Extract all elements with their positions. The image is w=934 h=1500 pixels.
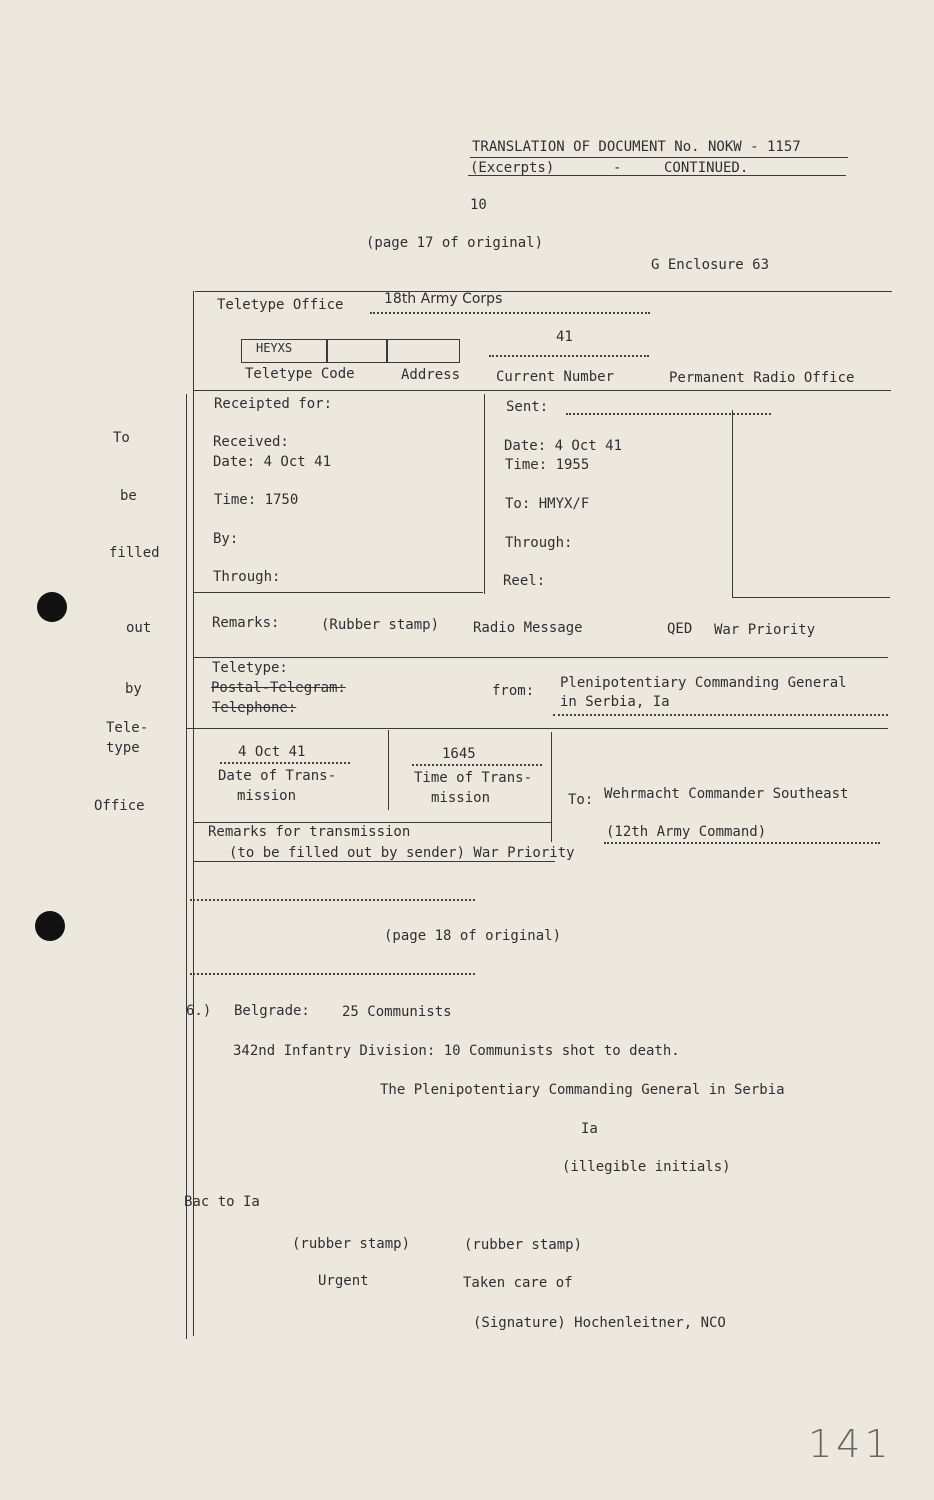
document-title: TRANSLATION OF DOCUMENT No. NOKW - 1157 <box>472 139 801 155</box>
column-current-number: Current Number <box>496 369 615 385</box>
received-label: Received: <box>213 434 289 450</box>
side-label-tele: Tele- <box>106 720 149 736</box>
rubber-stamp-1: (rubber stamp) <box>292 1236 411 1252</box>
punch-hole-bottom <box>35 911 65 941</box>
telephone-label: Telephone: <box>212 700 297 716</box>
sent-bottom-line <box>732 597 890 598</box>
middle-divider <box>484 394 485 594</box>
folio-number: 141 <box>808 1422 893 1466</box>
side-label-be: be <box>120 488 137 504</box>
received-by: By: <box>213 531 239 547</box>
page-reference-18: (page 18 of original) <box>384 928 562 944</box>
transmission-date-label-1: Date of Trans- <box>218 768 337 784</box>
sent-time: Time: 1955 <box>505 457 590 473</box>
signature-line-3: (illegible initials) <box>562 1159 731 1175</box>
sent-to: To: HMYX/F <box>505 496 590 512</box>
remarks-war-priority: War Priority <box>714 622 816 638</box>
excerpts-label: (Excerpts) <box>470 160 555 176</box>
teletype-office-dots <box>370 312 650 314</box>
side-label-type: type <box>106 740 140 756</box>
rubber-stamp-2: (rubber stamp) <box>464 1237 583 1253</box>
current-number-value: 41 <box>556 329 573 345</box>
form-top-border <box>195 291 892 292</box>
page-reference: (page 17 of original) <box>366 235 544 251</box>
header-dash: - <box>613 160 622 176</box>
taken-care-label: Taken care of <box>463 1275 573 1291</box>
from-value-2: in Serbia, Ia <box>560 694 670 710</box>
separator-dots-2 <box>190 973 475 975</box>
form-left-border <box>193 291 194 1336</box>
divider-1 <box>193 390 891 391</box>
page-number: 10 <box>470 197 487 213</box>
transmission-date-value: 4 Oct 41 <box>238 744 306 760</box>
transmission-time-dots <box>412 764 542 766</box>
signature-line-2: Ia <box>581 1121 598 1137</box>
remarks-qed: QED <box>667 621 693 637</box>
item-number: 6.) <box>186 1003 212 1019</box>
receipted-bottom-line <box>193 592 483 593</box>
sent-dots <box>566 413 771 415</box>
address-box-2 <box>386 339 460 363</box>
to-label: To: <box>568 792 594 808</box>
from-value-1: Plenipotentiary Commanding General <box>560 675 847 691</box>
teletype-office-label: Teletype Office <box>217 297 344 313</box>
to-value-1: Wehrmacht Commander Southeast <box>604 786 849 802</box>
current-number-dots <box>489 355 649 357</box>
title-underline-2 <box>468 175 846 176</box>
remarks-transmission-1: Remarks for transmission <box>208 824 411 840</box>
urgent-label: Urgent <box>318 1273 369 1289</box>
enclosure-label: G Enclosure 63 <box>651 257 770 273</box>
to-dots <box>604 842 880 844</box>
remarks-rubber-stamp: (Rubber stamp) <box>321 617 440 633</box>
remarks-radio-message: Radio Message <box>473 620 583 636</box>
date-time-divider <box>388 730 389 810</box>
remarks-label: Remarks: <box>212 615 280 631</box>
transmission-date-label-2: mission <box>237 788 297 804</box>
sent-date: Date: 4 Oct 41 <box>504 438 623 454</box>
remarks-transmission-2: (to be filled out by sender) War Priority <box>229 845 575 861</box>
side-label-out: out <box>126 620 152 636</box>
title-underline-1 <box>470 157 848 158</box>
signature-nco: (Signature) Hochenleitner, NCO <box>473 1315 726 1331</box>
sent-label: Sent: <box>506 399 549 415</box>
postal-telegram-label: Postal-Telegram: <box>211 680 346 696</box>
continued-label: CONTINUED. <box>664 160 749 176</box>
side-label-by: by <box>125 681 142 697</box>
punch-hole-top <box>37 592 67 622</box>
divider-2 <box>193 657 888 658</box>
transmission-bottom-line <box>193 822 551 823</box>
side-label-to: To <box>113 430 130 446</box>
bac-line: Bac to Ia <box>184 1194 260 1210</box>
column-permanent-radio: Permanent Radio Office <box>669 370 855 386</box>
to-value-2: (12th Army Command) <box>606 824 767 840</box>
side-label-office: Office <box>94 798 145 814</box>
item-text: 25 Communists <box>342 1004 452 1020</box>
separator-dots-1 <box>190 899 475 901</box>
teletype-code-value: HEYXS <box>256 341 293 355</box>
signature-line-1: The Plenipotentiary Commanding General in Serbia <box>380 1082 785 1098</box>
right-divider <box>732 410 733 598</box>
transmission-time-label-2: mission <box>431 790 491 806</box>
side-label-filled: filled <box>109 545 160 561</box>
sent-through: Through: <box>505 535 573 551</box>
division-line: 342nd Infantry Division: 10 Communists shot to death. <box>233 1043 680 1059</box>
receipted-for-label: Receipted for: <box>214 396 333 412</box>
transmission-time-value: 1645 <box>442 746 476 762</box>
remarks-transmission-underline <box>193 861 555 862</box>
address-box-1 <box>326 339 388 363</box>
transmission-time-label-1: Time of Trans- <box>414 770 533 786</box>
from-label: from: <box>492 683 535 699</box>
received-time: Time: 1750 <box>214 492 299 508</box>
received-through: Through: <box>213 569 281 585</box>
teletype-office-value: 18th Army Corps <box>384 291 503 307</box>
teletype-label: Teletype: <box>212 660 288 676</box>
item-place: Belgrade: <box>234 1003 310 1019</box>
divider-3 <box>186 728 888 729</box>
received-date: Date: 4 Oct 41 <box>213 454 332 470</box>
from-dots <box>553 714 888 716</box>
column-teletype-code: Teletype Code <box>245 366 355 382</box>
column-address: Address <box>401 367 461 383</box>
time-to-divider <box>551 732 552 842</box>
sent-reel: Reel: <box>503 573 546 589</box>
transmission-date-dots <box>220 762 350 764</box>
